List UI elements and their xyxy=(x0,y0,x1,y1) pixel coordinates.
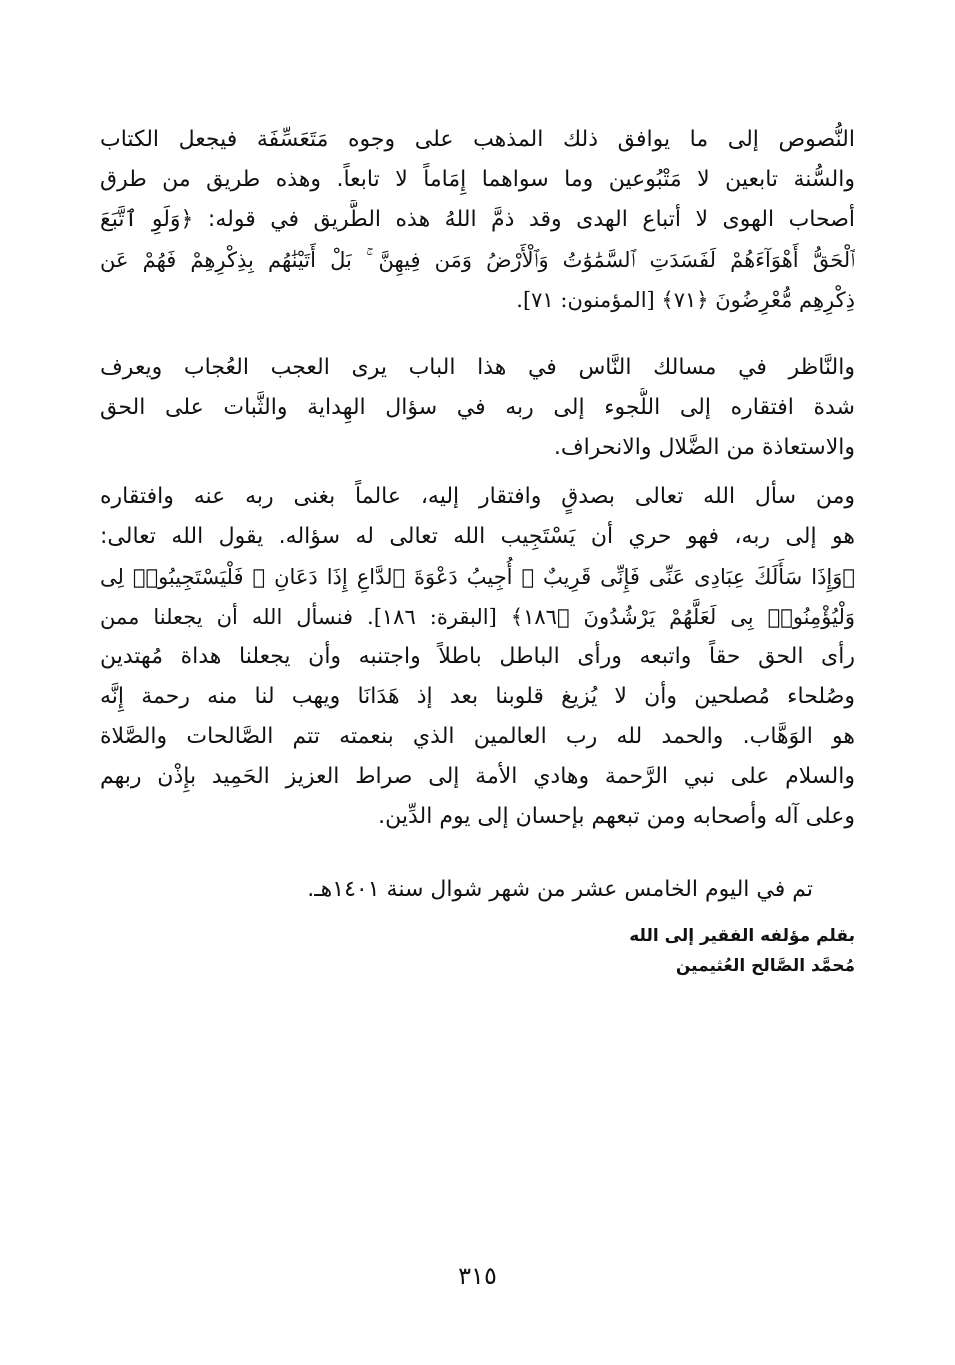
text-line: وعلى آله وأصحابه ومن تبعهم بإحسان إلى يوم الدِّين. xyxy=(378,804,855,829)
text-line: ومن سأل الله تعالى بصدقٍ وافتقار إليه، عالماً بغنى ربه عنه وافتقاره xyxy=(100,484,855,509)
author-signature xyxy=(629,922,855,982)
quran-verse-line: ذِكْرِهِم مُّعْرِضُونَ ﴿٧١﴾ [المؤمنون: ٧١]. xyxy=(516,288,855,312)
text-line: والسُّنة تابعين لا مَتْبُوعين وما سواهما إِمَاماً لا تابعاً. وهذه طريق من طرق xyxy=(100,167,855,192)
text-line: هو الوَهَّاب. والحمد لله رب العالمين الذي بنعمته تتم الصَّالحات والصَّلاة xyxy=(100,724,855,749)
signature-line-2: مُحمَّد الصَّالح العُثيمين xyxy=(675,956,855,976)
paragraph-2 xyxy=(100,348,855,468)
paragraph-3 xyxy=(100,477,855,837)
text-line: شدة افتقاره إلى اللُّجوء إلى ربه في سؤال الهِداية والثَّبات على الحق xyxy=(100,395,855,420)
text-line: النُّصوص إلى ما يوافق ذلك المذهب على وجوه مَتَعَسِّفَة فيجعل الكتاب xyxy=(100,127,855,152)
text-line: وصُلحاء مُصلحين وأن لا يُزيغ قلوبنا بعد إذ هَدَانَا ويهب لنا منه رحمة إِنَّه xyxy=(100,684,855,709)
text-line: والسلام على نبي الرَّحمة وهادي الأمة إلى صراط العزيز الحَمِيد بإِذْن ربهم xyxy=(100,764,855,789)
text-line: أصحاب الهوى لا أتباع الهدى وقد ذمَّ اللهُ هذه الطَّريق في قوله: ﴿وَلَوِ ٱتَّبَعَ xyxy=(100,207,855,232)
paragraph-1 xyxy=(100,120,855,320)
completion-date-note: تم في اليوم الخامس عشر من شهر شوال سنة ١٤٠١هـ. xyxy=(307,877,813,902)
quran-verse-line: وَلْيُؤْمِنُوا۟ بِى لَعَلَّهُمْ يَرْشُدُونَ ﴿١٨٦﴾ [البقرة: ١٨٦]. فنسأل الله أن يجعلنا ممن xyxy=(100,605,855,629)
text-line: والنَّاظر في مسالك النَّاس في هذا الباب يرى العجب العُجاب ويعرف xyxy=(100,355,855,380)
signature-line-1: بقلم مؤلفه الفقير إلى الله xyxy=(629,926,855,946)
quran-verse-line: ٱلْحَقُّ أَهْوَآءَهُمْ لَفَسَدَتِ ٱلسَّمَٰوَٰتُ وَٱلْأَرْضُ وَمَن فِيهِنَّ ۚ بَلْ أَتَيْنَٰهُم بِذِكْرِهِمْ فَهُمْ عَن xyxy=(100,248,855,272)
text-line: والاستعاذة من الضَّلال والانحراف. xyxy=(553,435,855,460)
quran-verse-line: ﴿وَإِذَا سَأَلَكَ عِبَادِى عَنِّى فَإِنِّى قَرِيبٌ ۖ أُجِيبُ دَعْوَةَ ٱلدَّاعِ إِذَا دَعَانِ ۖ فَلْيَسْتَجِيبُوا۟ لِى xyxy=(100,565,855,589)
page-number: ٣١٥ xyxy=(458,1262,497,1290)
text-line: رأى الحق حقاً واتبعه ورأى الباطل باطلاً واجتنبه وأن يجعلنا هداة مُهتدين xyxy=(100,644,855,669)
text-line: هو إلى ربه، فهو حري أن يَسْتَجِيب الله تعالى له سؤاله. يقول الله تعالى: xyxy=(100,524,855,549)
